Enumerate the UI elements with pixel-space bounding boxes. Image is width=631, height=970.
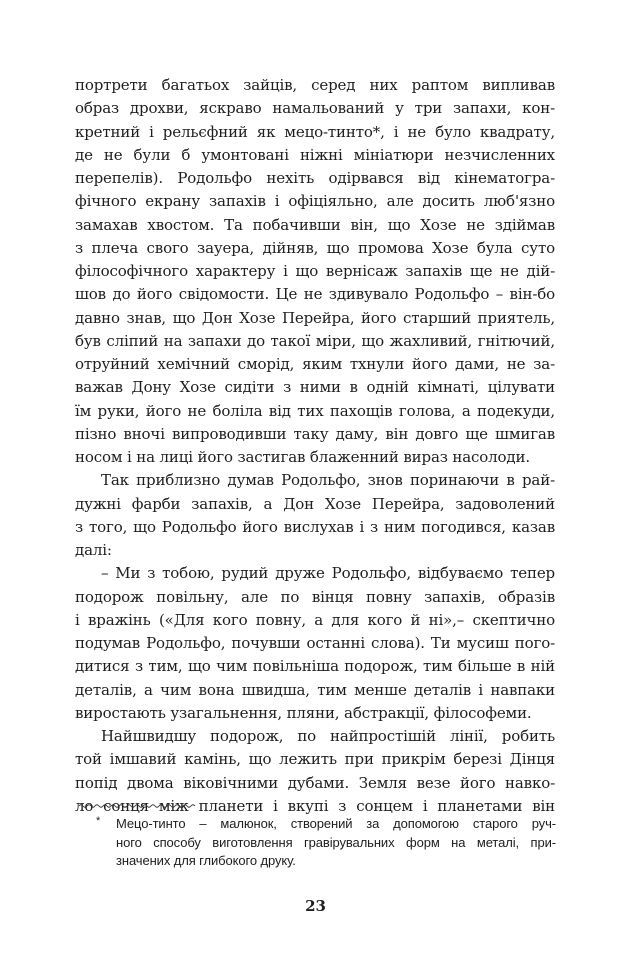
text-line: з того, що Родольфо його вислухав і з ним погодився, казав: [75, 517, 555, 536]
footnote: [96, 815, 556, 871]
body-text: [75, 74, 555, 818]
text-line: з плеча свого зауера, дійняв, що промова Хозе була суто: [75, 238, 555, 257]
text-line: далі:: [75, 541, 112, 559]
footnote-line: ного способу виготовлення гравірувальних форм на металі, при-: [116, 834, 556, 850]
text-line: подумав Родольфо, почувши останні слова). Ти мусиш пого-: [75, 634, 555, 652]
text-line: подорож повільну, але по вінця повну запахів, образів: [75, 587, 555, 606]
text-line: перепелів). Родольфо нехіть одірвався від кінематогра-: [75, 169, 555, 187]
footnote-line: значених для глибокого друку.: [116, 853, 296, 868]
text-line: важав Дону Хозе сидіти з ними в одній кімнаті, цілувати: [75, 378, 555, 397]
text-line: і вражінь («Для кого повну, а для кого й ні»,– скептично: [75, 610, 555, 629]
text-line: Найшвидшу подорож, по найпростішій лінії, робить: [101, 727, 555, 745]
text-line: шов до його свідомости. Це не здивувало Родольфо – він-бо: [75, 285, 555, 304]
text-line: образ дрохви, яскраво намальований у три запахи, кон-: [75, 99, 555, 118]
text-line: Так приблизно думав Родольфо, знов поринаючи в рай-: [101, 471, 555, 490]
text-line: філософічного характеру і що вернісаж запахів ще не дій-: [75, 262, 555, 280]
footnote-divider: [79, 803, 197, 809]
text-line: де не були б умонтовані ніжні мініатюри незчисленних: [75, 145, 555, 164]
text-line: виростають узагальнення, пляни, абстракції, філософеми.: [75, 703, 532, 722]
text-line: пізно вночі випроводивши таку даму, він довго ще шмигав: [75, 424, 555, 443]
text-line: дужні фарби запахів, а Дон Хозе Перейра, задоволений: [75, 494, 555, 513]
text-line: замахав хвостом. Та побачивши він, що Хозе не здіймав: [75, 215, 555, 234]
text-line: фічного екрану запахів і офіціяльно, але досить люб'язно: [75, 192, 555, 211]
text-line: той імшавий камінь, що лежить при прикрім березі Дінця: [75, 750, 555, 769]
text-line: отруйний хемічний сморід, яким тхнули його дами, не за-: [75, 355, 555, 373]
text-line: ло сонця між планети і вкупі з сонцем і планетами він: [75, 796, 555, 815]
text-line: попід двома віковічними дубами. Земля везе його навко-: [75, 773, 555, 792]
text-line: носом і на лиці його застигав блаженний вираз насолоди.: [75, 448, 530, 466]
text-line: деталів, а чим вона швидша, тим менше деталів і навпаки: [75, 680, 555, 699]
text-line: портрети багатьох зайців, серед них раптом випливав: [75, 76, 555, 94]
text-line: давно знав, що Дон Хозе Перейра, його старший приятель,: [75, 308, 555, 327]
text-line: кретний і рельєфний як мецо-тинто*, і не було квадрату,: [75, 122, 555, 141]
text-line: – Ми з тобою, рудий друже Родольфо, відбуваємо тепер: [101, 564, 555, 583]
page-number: 23: [305, 897, 326, 915]
text-line: їм руки, його не боліла від тих пахощів голова, а подекуди,: [75, 401, 555, 420]
text-line: був сліпий на запахи до такої міри, що жахливий, гнітючий,: [75, 331, 555, 350]
text-line: дитися з тим, що чим повільніша подорож, тим більше в ній: [75, 657, 555, 676]
footnote-line: Мецо-тинто – малюнок, створений за допомогою старого руч-: [116, 816, 556, 831]
footnote-mark: *: [96, 815, 101, 827]
